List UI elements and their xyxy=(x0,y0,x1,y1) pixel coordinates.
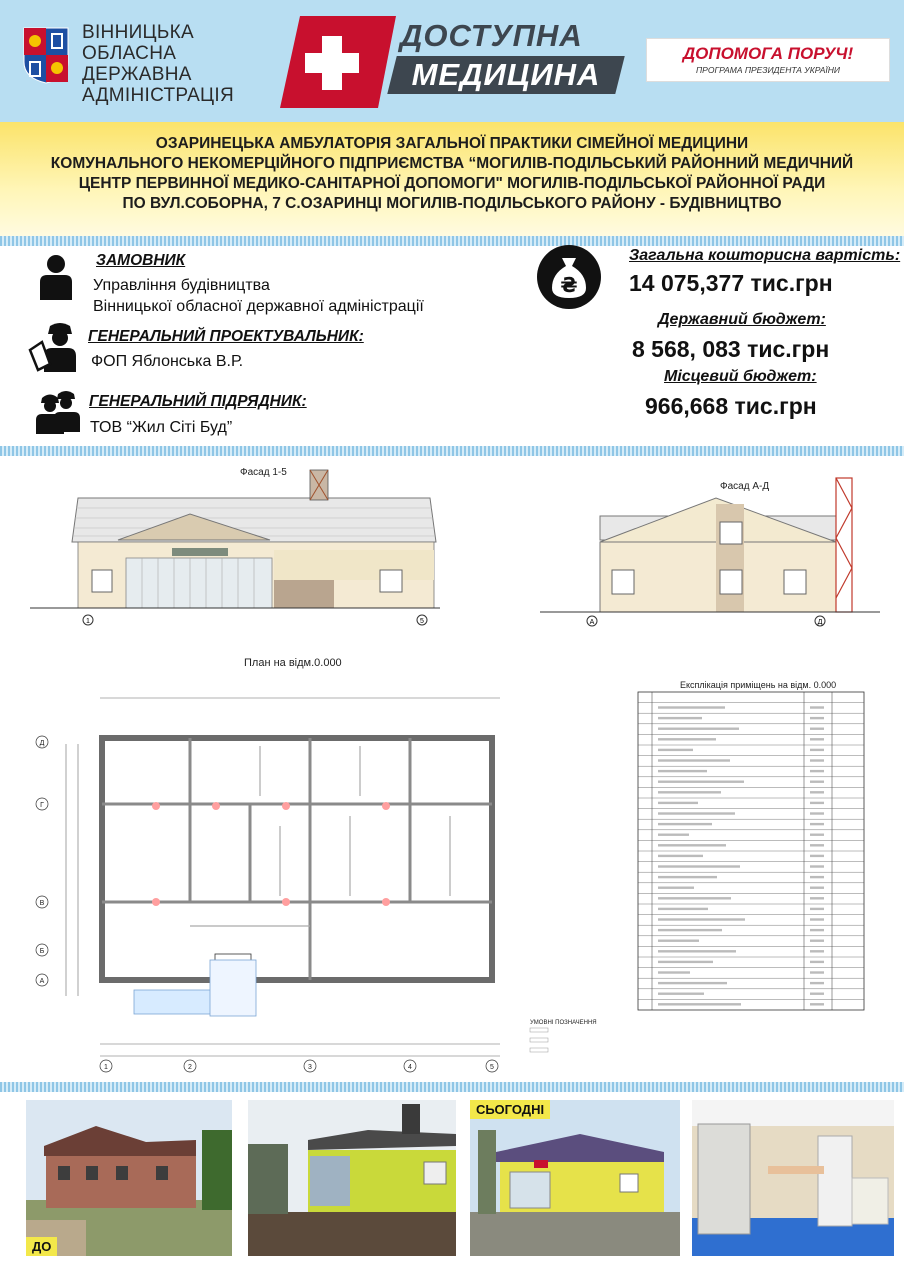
table-row-area-placeholder xyxy=(810,855,824,857)
help-title: ДОПОМОГА ПОРУЧ! xyxy=(682,44,854,63)
total-cost-label: Загальна кошторисна вартість: xyxy=(629,247,901,264)
designer-value: ФОП Яблонська В.Р. xyxy=(91,353,244,370)
table-row-area-placeholder xyxy=(810,812,824,814)
table-row-area-placeholder xyxy=(810,791,824,793)
table-row-text-placeholder xyxy=(658,781,744,783)
before-tag: ДО xyxy=(26,1237,57,1256)
plan-axis-v: В xyxy=(39,900,45,907)
builders-icon xyxy=(34,388,82,434)
table-grid xyxy=(636,690,868,1020)
contractor-value: ТОВ “Жил Сіті Буд” xyxy=(90,419,233,436)
table-row-text-placeholder xyxy=(658,717,702,719)
local-budget-value: 966,668 тис.грн xyxy=(645,393,817,419)
table-row-area-placeholder xyxy=(810,887,824,889)
table-row-text-placeholder xyxy=(658,982,727,984)
photo-before-image xyxy=(26,1100,232,1256)
table-row-area-placeholder xyxy=(810,844,824,846)
person-icon xyxy=(38,254,74,300)
today-tag: СЬОГОДНІ xyxy=(470,1100,550,1119)
table-row-text-placeholder xyxy=(658,812,735,814)
program-word-2: МЕДИЦИНА xyxy=(411,57,601,92)
table-row-area-placeholder xyxy=(810,993,824,995)
customer-line-1: Управління будівництва xyxy=(93,277,270,294)
money-bag-icon xyxy=(536,244,602,310)
total-cost-value: 14 075,377 тис.грн xyxy=(629,270,833,296)
table-row-text-placeholder xyxy=(658,823,712,825)
plan-title: План на відм.0.000 xyxy=(244,657,342,669)
table-row-area-placeholder xyxy=(810,961,824,963)
contractor-label: ГЕНЕРАЛЬНИЙ ПІДРЯДНИК: xyxy=(89,393,307,410)
plan-axis-1: 1 xyxy=(104,1064,108,1071)
table-row-text-placeholder xyxy=(658,728,739,730)
table-row-area-placeholder xyxy=(810,865,824,867)
customer-label: ЗАМОВНИК xyxy=(96,252,186,269)
table-row-text-placeholder xyxy=(658,918,745,920)
currency-symbol: ₴ xyxy=(560,273,578,297)
table-title: Експлікація приміщень на відм. 0.000 xyxy=(680,680,837,690)
facade-1-axis-start: 1 xyxy=(86,618,90,625)
photo-before xyxy=(26,1100,232,1256)
photo-construction-image xyxy=(248,1100,456,1256)
state-budget-label: Державний бюджет: xyxy=(658,311,826,328)
table-row-area-placeholder xyxy=(810,749,824,751)
state-budget-value: 8 568, 083 тис.грн xyxy=(632,336,830,362)
plan-axis-4: 4 xyxy=(408,1064,412,1071)
administration-name: ВІННИЦЬКА ОБЛАСНА ДЕРЖАВНА АДМІНІСТРАЦІЯ xyxy=(82,22,235,106)
program-word-1: ДОСТУПНА xyxy=(400,18,583,53)
customer-line-2: Вінницької обласної державної адміністрації xyxy=(93,298,424,315)
facade-2-axis-end: Д xyxy=(817,619,823,626)
plan-axis-d: Д xyxy=(39,740,45,747)
plan-axis-2: 2 xyxy=(188,1064,192,1071)
table-row-area-placeholder xyxy=(810,897,824,899)
table-row-text-placeholder xyxy=(658,759,730,761)
table-row-area-placeholder xyxy=(810,728,824,730)
table-row-text-placeholder xyxy=(658,929,722,931)
table-row-text-placeholder xyxy=(658,897,731,899)
facade-1-5-drawing xyxy=(30,458,440,658)
table-row-area-placeholder xyxy=(810,908,824,910)
program-word-2-box xyxy=(387,56,624,94)
table-row-text-placeholder xyxy=(658,706,725,708)
table-row-text-placeholder xyxy=(658,844,726,846)
table-row-area-placeholder xyxy=(810,717,824,719)
table-row-area-placeholder xyxy=(810,918,824,920)
photo-today-image xyxy=(470,1100,680,1256)
table-row-text-placeholder xyxy=(658,791,721,793)
engineer-icon xyxy=(28,320,82,372)
table-row-text-placeholder xyxy=(658,1003,741,1005)
coat-of-arms-icon xyxy=(22,26,70,84)
table-row-text-placeholder xyxy=(658,834,689,836)
table-row-text-placeholder xyxy=(658,971,690,973)
facade-a-d-drawing xyxy=(540,458,880,658)
table-row-text-placeholder xyxy=(658,993,704,995)
plan-axis-g: Г xyxy=(40,802,44,809)
table-row-area-placeholder xyxy=(810,971,824,973)
table-row-area-placeholder xyxy=(810,781,824,783)
plan-axis-b: Б xyxy=(39,948,45,955)
table-row-area-placeholder xyxy=(810,929,824,931)
table-row-text-placeholder xyxy=(658,738,716,740)
plan-axis-3: 3 xyxy=(308,1064,312,1071)
facade-2-axis-start: А xyxy=(589,619,595,626)
help-subtitle: ПРОГРАМА ПРЕЗИДЕНТА УКРАЇНИ xyxy=(696,65,840,75)
plan-axis-5: 5 xyxy=(490,1064,494,1071)
help-program-badge xyxy=(646,38,890,82)
table-row-text-placeholder xyxy=(658,876,717,878)
designer-label: ГЕНЕРАЛЬНИЙ ПРОЕКТУВАЛЬНИК: xyxy=(88,328,364,345)
project-headline: ОЗАРИНЕЦЬКА АМБУЛАТОРІЯ ЗАГАЛЬНОЇ ПРАКТИКИ СІМЕЙНОЇ МЕДИЦИНИ КОМУНАЛЬНОГО НЕКОМЕРЦІЙНОГО ПІДПРИЄМСТВА “МОГИЛІВ-ПОДІЛЬСЬКИЙ РАЙОННИЙ МЕДИЧНИЙ ЦЕНТР ПЕРВИННОЇ МЕДИКО-САНІТАРНОЇ ДОПОМОГИ" МОГИЛІВ-ПОДІЛЬСЬКОЇ РАЙОННОЇ РАДИ ПО ВУЛ.СОБОРНА, 7 С.ОЗАРИНЦІ МОГИЛІВ-ПОДІЛЬСЬКОГО РАЙОНУ - БУДІВНИЦТВО xyxy=(50,135,854,212)
table-row-text-placeholder xyxy=(658,961,713,963)
plan-axis-a: А xyxy=(39,978,45,985)
table-row-text-placeholder xyxy=(658,802,698,804)
table-row-area-placeholder xyxy=(810,950,824,952)
room-table xyxy=(636,680,868,1020)
table-row-area-placeholder xyxy=(810,834,824,836)
facade-1-svg xyxy=(30,458,440,658)
table-row-area-placeholder xyxy=(810,823,824,825)
table-row-area-placeholder xyxy=(810,982,824,984)
divider-stripe xyxy=(0,1082,904,1092)
table-row-area-placeholder xyxy=(810,770,824,772)
divider-stripe xyxy=(0,446,904,456)
table-row-area-placeholder xyxy=(810,940,824,942)
table-row-area-placeholder xyxy=(810,738,824,740)
table-row-text-placeholder xyxy=(658,887,694,889)
photo-interior xyxy=(692,1100,894,1256)
legend-title: УМОВНІ ПОЗНАЧЕННЯ xyxy=(530,1020,597,1026)
table-row-area-placeholder xyxy=(810,759,824,761)
table-row-text-placeholder xyxy=(658,865,740,867)
photo-construction xyxy=(248,1100,456,1256)
table-row-area-placeholder xyxy=(810,876,824,878)
facade-1-axis-end: 5 xyxy=(420,618,424,625)
table-row-text-placeholder xyxy=(658,908,708,910)
table-row-text-placeholder xyxy=(658,749,693,751)
table-row-area-placeholder xyxy=(810,706,824,708)
facade-2-title: Фасад А-Д xyxy=(720,481,770,492)
table-row-text-placeholder xyxy=(658,950,736,952)
table-row-area-placeholder xyxy=(810,802,824,804)
table-row-text-placeholder xyxy=(658,940,699,942)
photo-today xyxy=(470,1100,680,1256)
table-row-text-placeholder xyxy=(658,855,703,857)
local-budget-label: Місцевий бюджет: xyxy=(664,368,817,385)
floor-plan-svg xyxy=(30,656,610,1076)
table-row-area-placeholder xyxy=(810,1003,824,1005)
table-row-text-placeholder xyxy=(658,770,707,772)
facade-2-svg xyxy=(540,458,880,658)
facade-1-title: Фасад 1-5 xyxy=(240,467,287,478)
floor-plan-drawing xyxy=(30,656,610,1076)
divider-stripe xyxy=(0,236,904,246)
photo-interior-image xyxy=(692,1100,894,1256)
